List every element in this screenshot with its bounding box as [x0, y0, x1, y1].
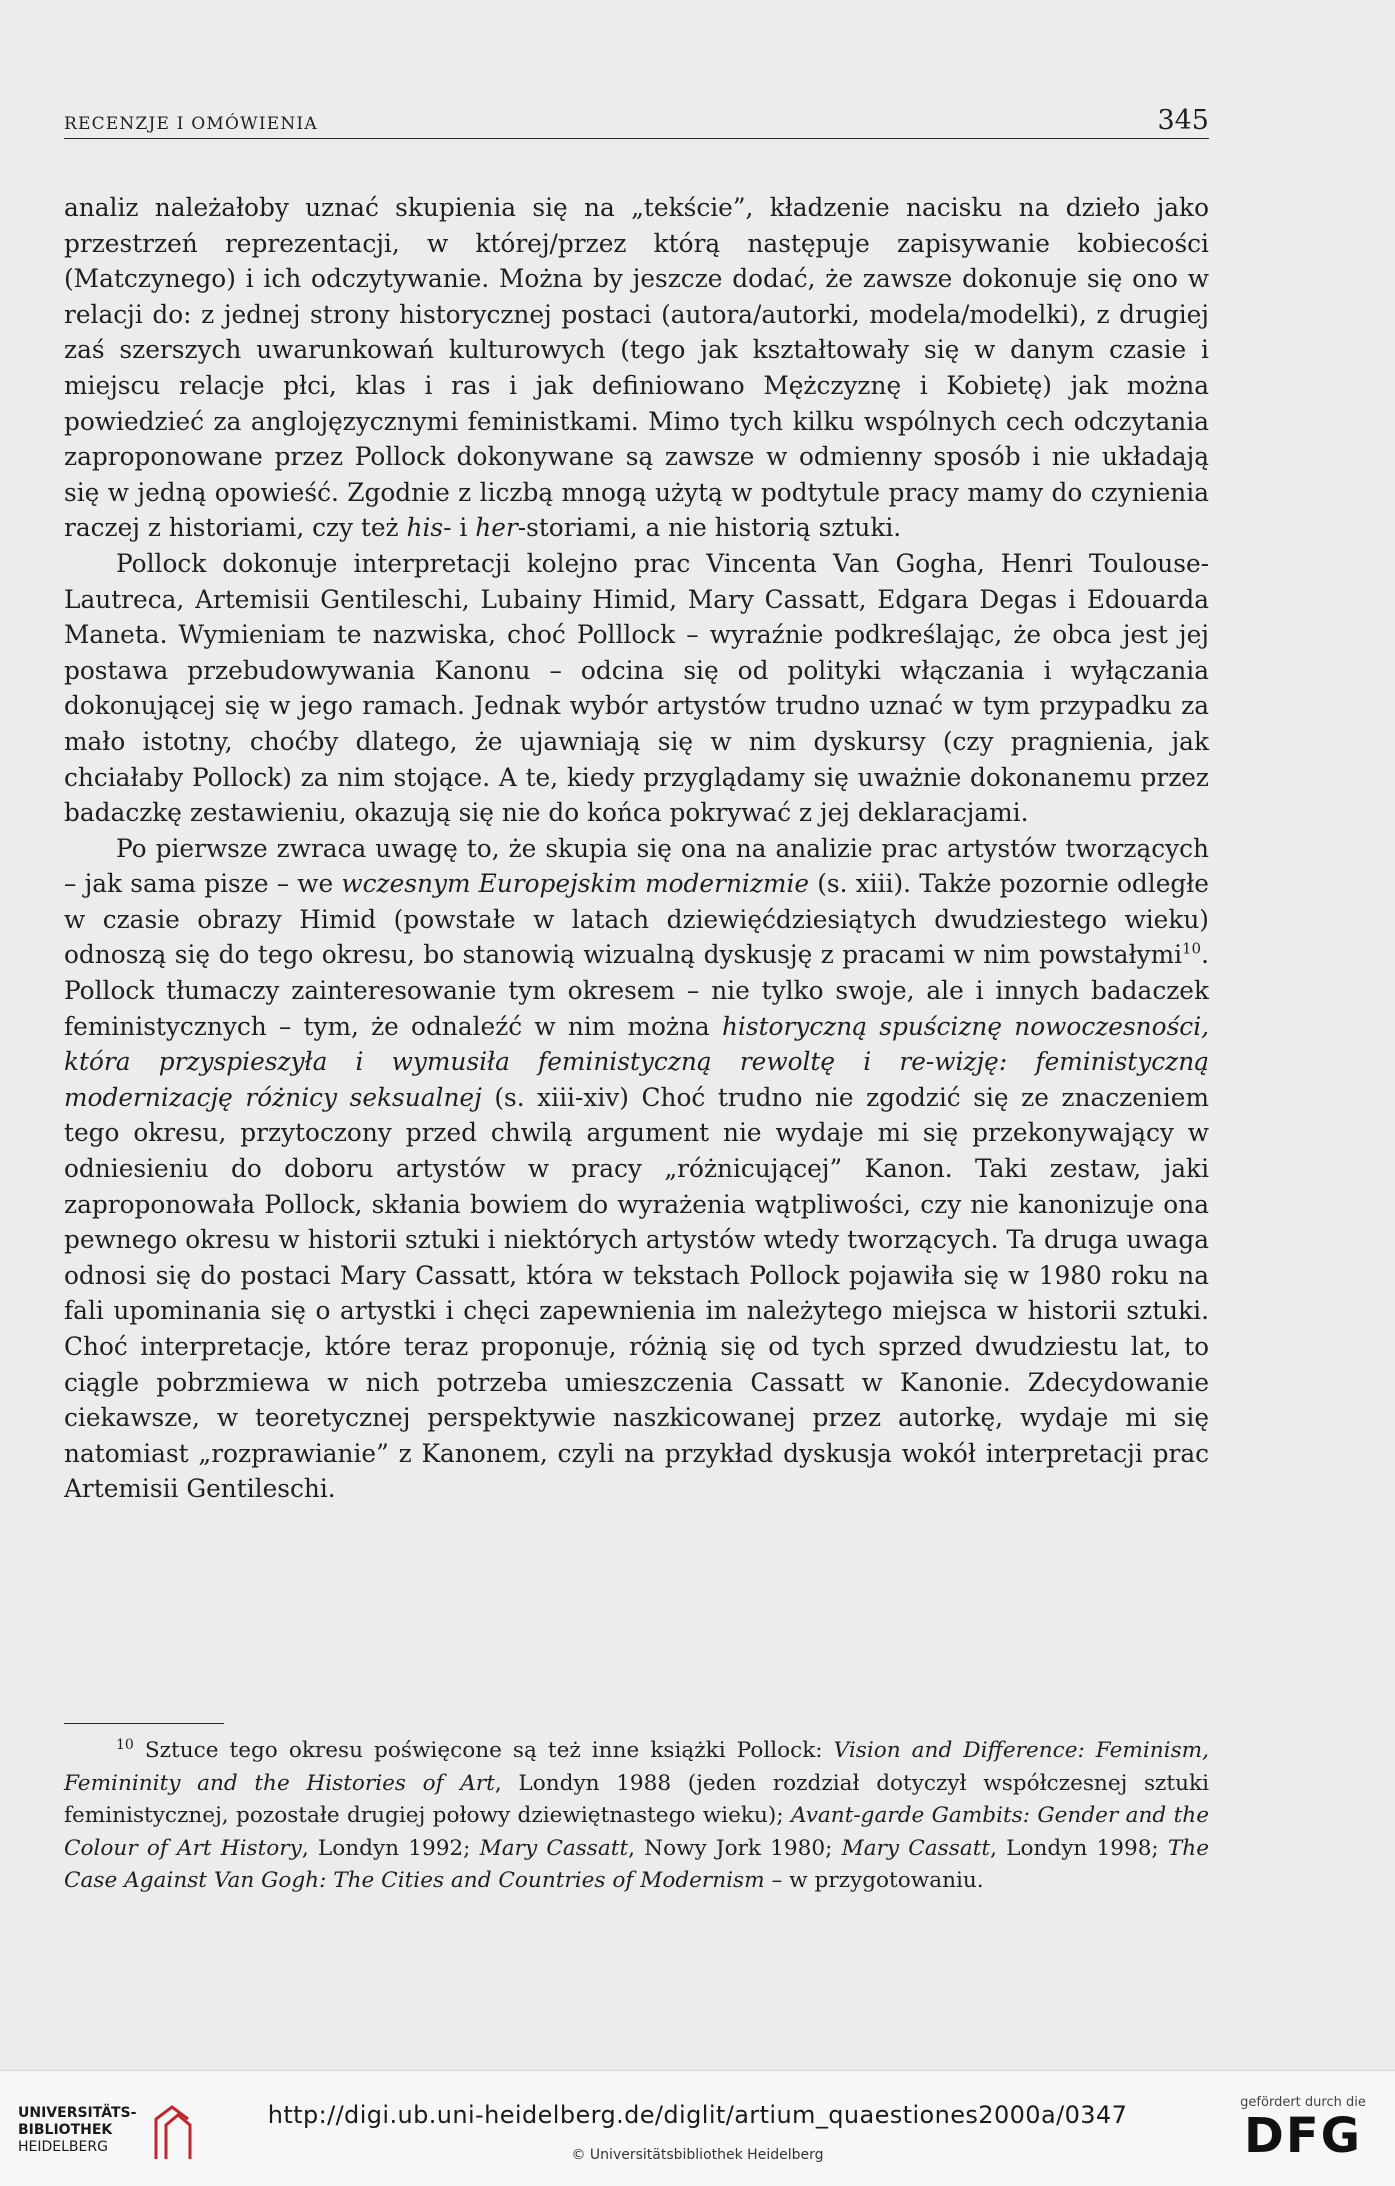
paragraph-3 [64, 831, 1209, 1507]
text-run: . Pollock tłumaczy zainteresowanie tym okresem – nie tylko swoje, ale i innych badaczek feministycznych – tym, że odnaleźć w nim można [64, 940, 1209, 1041]
text-run: – w przygotowaniu. [764, 1868, 984, 1893]
text-run: , Londyn 1988 (jeden rozdział dotyczył współczesnej sztuki feministycznej, pozostałe drugiej połowy dziewiętnastego wieku); [64, 1770, 1209, 1828]
text-run: (s. xiii-xiv) Choć trudno nie zgodzić się ze znaczeniem tego okresu, przytoczony przed chwilą argument nie wydaje mi się przekonywający w odniesieniu do doboru artystów w pracy „różnicującej” Kanon. Taki zestaw, jaki zaproponowała Pollock, skłania bowiem do wyrażenia wątpliwości, czy nie kanonizuje ona pewnego okresu w historii sztuki i niektórych artystów wtedy tworzących. Ta druga uwaga odnosi się do postaci Mary Cassatt, która w tekstach Pollock pojawiła się w 1980 roku na fali upominania się o artystki i chęci zapewnienia im należytego miejsca w historii sztuki. Choć interpretacje, które teraz proponuje, różnią się od tych sprzed dwudziestu lat, to ciągle pobrzmiewa w nich potrzeba umieszczenia Cassatt w Kanonie. Zdecydowanie ciekawsze, w teoretycznej perspektywie naszkicowanej przez autorkę, wydaje mi się natomiast „rozprawianie” z Kanonem, czyli na przykład dyskusja wokół interpretacji prac Artemisii Gentileschi. [64, 1082, 1209, 1504]
footnote-number: 10 [116, 1736, 134, 1753]
text-run: analiz należałoby uznać skupienia się na „tekście”, kładzenie nacisku na dzieło jako przestrzeń reprezentacji, w której/przez którą następuje zapisywanie kobiecości (Matczynego) i ich odczytywanie. Można by jeszcze dodać, że zawsze dokonuje się ono w relacji do: z jednej strony historycznej postaci (autora/autorki, modela/modelki), z drugiej zaś szerszych uwarunkowań kulturowych (tego jak kształtowały się w danym czasie i miejscu relacje płci, klas i ras i jak definiowano Mężczyznę i Kobietę) jak można powiedzieć za anglojęzycznymi feministkami. Mimo tych kilku wspólnych cech odczytania zaproponowane przez Pollock dokonywane są zawsze w odmienny sposób i nie układają się w jedną opowieść. Zgodnie z liczbą mnogą użytą w podtytule pracy mamy do czynienia raczej z historiami, czy też [64, 193, 1209, 543]
paragraph-1 [64, 190, 1209, 546]
footnote-10 [64, 1735, 1209, 1898]
running-title: RECENZJE I OMÓWIENIA [64, 114, 318, 134]
page-number: 345 [1157, 105, 1209, 136]
copyright-notice: © Universitätsbibliothek Heidelberg [571, 2147, 824, 2163]
permalink-url[interactable]: http://digi.ub.uni-heidelberg.de/diglit/artium_quaestiones2000a/0347 [267, 2101, 1128, 2129]
running-head [64, 102, 1209, 139]
text-run: , Nowy Jork 1980; [628, 1835, 842, 1861]
paragraph-2: Pollock dokonuje interpretacji kolejno prac Vincenta Van Gogha, Henri Toulouse-Lautreca, Artemisii Gentileschi, Lubainy Himid, Mary Cassatt, Edgara Degas i Edouarda Maneta. Wymieniam te nazwiska, choć Polllock – wyraźnie podkreślając, że obca jest jej postawa przebudowywania Kanonu – odcina się od polityki włączania i wyłączania dokonującej się w jego ramach. Jednak wybór artystów trudno uznać w tym przypadku za mało istotny, choćby dlatego, że ujawniają się w nim dyskursy (czy pragnienia, jak chciałaby Pollock) za nim stojące. A te, kiedy przyglądamy się uważnie dokonanemu przez badaczkę zestawieniu, okazują się nie do końca pokrywać z jej deklaracjami. [64, 548, 1209, 828]
italic-run: her [475, 513, 518, 543]
italic-run: wczesnym Europejskim modernizmie [341, 869, 810, 899]
library-line-1: UNIVERSITÄTS- [18, 2105, 137, 2121]
dfg-funding-label: gefördert durch die [1240, 2095, 1366, 2110]
text-run: , Londyn 1992; [301, 1835, 480, 1861]
text-run: Po pierwsze zwraca uwagę to, że skupia się ona na analizie prac artystów tworzących – jak sama pisze – we [64, 833, 1209, 899]
dfg-logo[interactable] [1233, 2095, 1373, 2162]
text-run: -storiami, a nie historią sztuki. [517, 513, 902, 543]
italic-run: The Case Against Van Gogh: The Cities and Countries of Modernism [64, 1835, 1209, 1893]
italic-run: historyczną spuściznę nowoczesności, która przyspieszyła i wymusiła feministyczną rewoltę i re-wizję: feministyczną modernizację różnicy seksualnej [64, 1011, 1210, 1112]
text-run: , Londyn 1998; [990, 1835, 1168, 1861]
footnote-reference[interactable]: 10 [1182, 940, 1202, 959]
italic-run: Mary Cassatt [841, 1835, 991, 1861]
italic-run: his- [406, 513, 452, 543]
italic-run: Vision and Difference: Feminism, Femininity and the Histories of Art [64, 1738, 1209, 1796]
text-run: Sztuce tego okresu poświęcone są też inne książki Pollock: [133, 1738, 834, 1763]
body-text [64, 190, 1209, 1507]
library-line-2: BIBLIOTHEK [18, 2122, 113, 2138]
text-run: i [451, 513, 476, 543]
dfg-wordmark: DFG [1243, 2108, 1363, 2164]
italic-run: Mary Cassatt [479, 1835, 629, 1861]
italic-run: Avant-garde Gambits: Gender and the Colour of Art History [64, 1803, 1209, 1861]
viewer-footer [0, 2070, 1395, 2186]
text-run: (s. xiii). Także pozornie odległe w czasie obrazy Himid (powstałe w latach dziewięćdziesiątych dwudziestego wieku) odnoszą się do tego okresu, bo stanowią wizualną dyskusję z pracami w nim powstałymi [64, 869, 1209, 970]
library-line-3: HEIDELBERG [18, 2139, 108, 2155]
footnote-divider [64, 1723, 224, 1724]
